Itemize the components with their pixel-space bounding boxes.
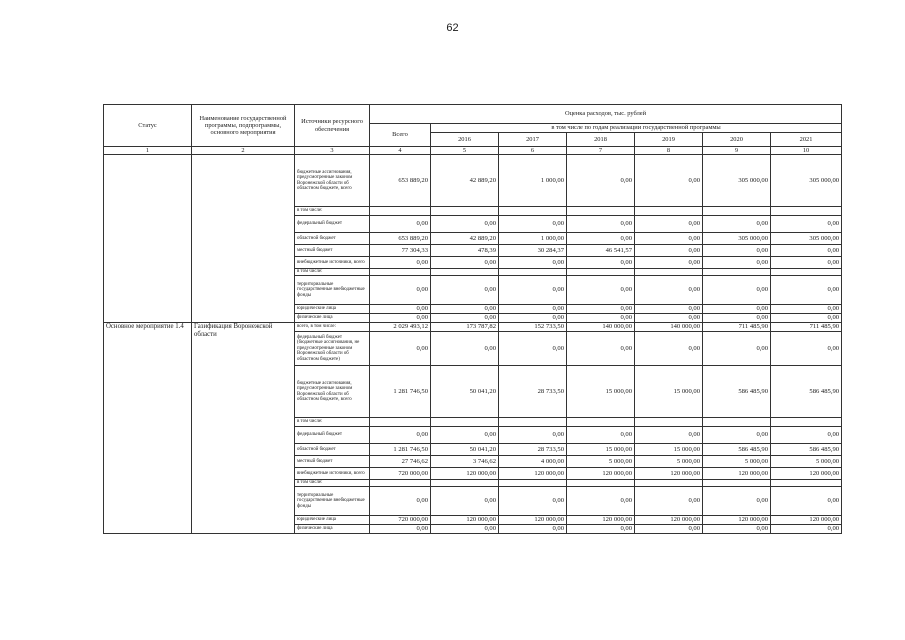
value-cell [635,480,703,487]
value-cell: 0,00 [771,487,842,516]
column-number: 7 [567,147,635,155]
column-number: 4 [370,147,431,155]
value-cell: 120 000,00 [703,468,771,480]
value-cell: 0,00 [703,525,771,534]
source-cell: в том числе: [295,480,370,487]
source-cell: бюджетные ассигнования, предусмотренные законом Воронежской области об областном бюджете, всего [295,366,370,418]
source-cell: федеральный бюджет (бюджетные ассигнования, не предусмотренные законом Воронежской области об областном бюджете) [295,332,370,366]
value-cell: 0,00 [370,314,431,323]
value-cell [703,480,771,487]
source-cell: областной бюджет [295,444,370,456]
value-cell: 0,00 [370,525,431,534]
value-cell: 305 000,00 [703,155,771,207]
value-cell [499,269,567,276]
value-cell: 77 304,33 [370,245,431,257]
value-cell [370,480,431,487]
value-cell: 30 284,37 [499,245,567,257]
value-cell [635,418,703,427]
value-cell: 28 733,50 [499,366,567,418]
value-cell: 15 000,00 [635,444,703,456]
header-year: 2018 [567,133,635,147]
header-year: 2016 [431,133,499,147]
value-cell: 120 000,00 [771,516,842,525]
value-cell: 0,00 [499,487,567,516]
value-cell: 1 000,00 [499,233,567,245]
value-cell: 50 041,20 [431,444,499,456]
value-cell: 0,00 [370,427,431,444]
value-cell: 120 000,00 [499,468,567,480]
value-cell: 1 281 746,50 [370,366,431,418]
value-cell: 0,00 [771,216,842,233]
status-cell [104,155,192,323]
value-cell: 0,00 [771,276,842,305]
value-cell: 4 000,00 [499,456,567,468]
value-cell: 0,00 [703,257,771,269]
value-cell: 478,39 [431,245,499,257]
value-cell: 0,00 [635,525,703,534]
source-cell: местный бюджет [295,456,370,468]
column-number: 3 [295,147,370,155]
column-number: 2 [192,147,295,155]
value-cell: 0,00 [703,314,771,323]
value-cell: 0,00 [771,332,842,366]
header-sources: Источники ресурсного обеспечения [295,105,370,147]
value-cell: 0,00 [431,276,499,305]
value-cell: 653 889,20 [370,155,431,207]
value-cell: 120 000,00 [771,468,842,480]
value-cell: 0,00 [431,257,499,269]
value-cell: 3 746,62 [431,456,499,468]
value-cell: 0,00 [703,245,771,257]
value-cell: 586 485,90 [703,366,771,418]
value-cell: 305 000,00 [703,233,771,245]
value-cell [499,207,567,216]
value-cell: 120 000,00 [431,468,499,480]
header-cost: Оценка расходов, тыс. рублей [370,105,842,124]
header-year: 2019 [635,133,703,147]
value-cell [567,418,635,427]
value-cell: 0,00 [703,305,771,314]
value-cell: 46 541,57 [567,245,635,257]
column-number: 8 [635,147,703,155]
value-cell: 0,00 [771,427,842,444]
source-cell: федеральный бюджет [295,427,370,444]
value-cell: 586 485,90 [771,444,842,456]
value-cell: 0,00 [499,427,567,444]
value-cell [370,418,431,427]
value-cell: 0,00 [567,305,635,314]
value-cell: 0,00 [370,487,431,516]
value-cell: 120 000,00 [567,468,635,480]
value-cell: 0,00 [499,216,567,233]
value-cell: 5 000,00 [703,456,771,468]
source-cell: всего, в том числе: [295,323,370,332]
column-number: 10 [771,147,842,155]
value-cell: 0,00 [771,305,842,314]
value-cell [703,418,771,427]
value-cell: 711 485,90 [771,323,842,332]
value-cell: 0,00 [703,216,771,233]
value-cell: 0,00 [567,233,635,245]
value-cell [635,207,703,216]
value-cell: 27 746,62 [370,456,431,468]
value-cell [567,269,635,276]
value-cell: 0,00 [703,276,771,305]
value-cell: 0,00 [703,427,771,444]
value-cell: 140 000,00 [635,323,703,332]
value-cell: 1 281 746,50 [370,444,431,456]
value-cell: 0,00 [567,314,635,323]
value-cell: 0,00 [499,276,567,305]
value-cell: 28 733,50 [499,444,567,456]
value-cell: 0,00 [567,487,635,516]
value-cell: 305 000,00 [771,233,842,245]
source-cell: юридические лица [295,305,370,314]
table-row [104,155,842,207]
value-cell [431,207,499,216]
value-cell: 0,00 [431,487,499,516]
header-year: 2017 [499,133,567,147]
value-cell: 0,00 [635,257,703,269]
value-cell [370,207,431,216]
value-cell: 0,00 [499,525,567,534]
value-cell [567,207,635,216]
value-cell: 0,00 [431,332,499,366]
value-cell: 0,00 [635,427,703,444]
value-cell: 0,00 [567,257,635,269]
value-cell: 0,00 [567,155,635,207]
source-cell: областной бюджет [295,233,370,245]
value-cell: 0,00 [567,216,635,233]
value-cell: 42 889,20 [431,233,499,245]
value-cell: 0,00 [370,257,431,269]
value-cell [567,480,635,487]
value-cell [499,480,567,487]
value-cell: 120 000,00 [635,516,703,525]
value-cell: 0,00 [635,155,703,207]
source-cell: в том числе: [295,418,370,427]
value-cell: 120 000,00 [567,516,635,525]
value-cell [703,269,771,276]
value-cell [771,269,842,276]
value-cell: 0,00 [431,427,499,444]
value-cell: 152 733,50 [499,323,567,332]
value-cell: 0,00 [499,332,567,366]
value-cell: 0,00 [567,427,635,444]
source-cell: территориальные государственные внебюджетные фонды [295,487,370,516]
value-cell: 0,00 [771,245,842,257]
header-total: Всего [370,124,431,147]
value-cell: 0,00 [499,305,567,314]
value-cell: 0,00 [635,276,703,305]
value-cell: 0,00 [567,525,635,534]
value-cell: 0,00 [370,216,431,233]
header-by-years: в том числе по годам реализации государственной программы [431,124,842,133]
value-cell: 0,00 [771,257,842,269]
table-body [104,155,842,534]
value-cell: 0,00 [635,314,703,323]
value-cell: 1 000,00 [499,155,567,207]
value-cell: 0,00 [431,216,499,233]
header-name: Наименование государственной программы, подпрограммы, основного мероприятия [192,105,295,147]
value-cell [431,480,499,487]
value-cell: 0,00 [567,332,635,366]
source-cell: внебюджетные источники, всего [295,468,370,480]
source-cell: территориальные государственные внебюджетные фонды [295,276,370,305]
value-cell [635,269,703,276]
value-cell: 5 000,00 [567,456,635,468]
source-cell: внебюджетные источники, всего [295,257,370,269]
value-cell: 0,00 [635,216,703,233]
value-cell: 50 041,20 [431,366,499,418]
value-cell: 15 000,00 [567,366,635,418]
name-cell: Газификация Воронежской области [192,323,295,534]
value-cell: 140 000,00 [567,323,635,332]
value-cell [771,207,842,216]
value-cell: 586 485,90 [703,444,771,456]
value-cell: 0,00 [499,257,567,269]
column-number: 1 [104,147,192,155]
value-cell: 0,00 [431,314,499,323]
value-cell: 653 889,20 [370,233,431,245]
column-numbers-row [104,147,842,155]
value-cell: 5 000,00 [771,456,842,468]
source-cell: федеральный бюджет [295,216,370,233]
value-cell: 42 889,20 [431,155,499,207]
value-cell: 2 029 493,12 [370,323,431,332]
source-cell: физические лица [295,314,370,323]
value-cell [771,480,842,487]
value-cell: 0,00 [635,233,703,245]
source-cell: в том числе: [295,269,370,276]
value-cell [370,269,431,276]
value-cell: 120 000,00 [635,468,703,480]
status-cell: Основное мероприятие 1.4 [104,323,192,534]
value-cell: 586 485,90 [771,366,842,418]
value-cell: 0,00 [635,245,703,257]
value-cell: 0,00 [703,487,771,516]
value-cell: 0,00 [771,314,842,323]
page-number: 62 [446,22,459,34]
value-cell: 0,00 [635,305,703,314]
value-cell: 0,00 [499,314,567,323]
value-cell: 15 000,00 [567,444,635,456]
value-cell: 0,00 [635,487,703,516]
table-row [104,323,842,332]
column-number: 5 [431,147,499,155]
source-cell: физические лица [295,525,370,534]
header-status: Статус [104,105,192,147]
column-number: 6 [499,147,567,155]
header-year: 2020 [703,133,771,147]
value-cell: 173 787,82 [431,323,499,332]
value-cell: 0,00 [431,305,499,314]
source-cell: местный бюджет [295,245,370,257]
value-cell [431,269,499,276]
value-cell: 120 000,00 [431,516,499,525]
table-header [104,105,842,155]
value-cell: 15 000,00 [635,366,703,418]
value-cell: 0,00 [370,305,431,314]
expenses-table [103,104,842,534]
source-cell: юридические лица [295,516,370,525]
name-cell [192,155,295,323]
value-cell: 0,00 [431,525,499,534]
value-cell: 0,00 [635,332,703,366]
value-cell [431,418,499,427]
source-cell: бюджетные ассигнования, предусмотренные законом Воронежской области об областном бюджете, всего [295,155,370,207]
value-cell: 0,00 [370,332,431,366]
value-cell: 305 000,00 [771,155,842,207]
value-cell: 0,00 [771,525,842,534]
value-cell [771,418,842,427]
header-year: 2021 [771,133,842,147]
value-cell: 0,00 [567,276,635,305]
value-cell: 5 000,00 [635,456,703,468]
value-cell: 120 000,00 [703,516,771,525]
value-cell [703,207,771,216]
value-cell: 0,00 [370,276,431,305]
source-cell: в том числе: [295,207,370,216]
value-cell: 720 000,00 [370,516,431,525]
value-cell: 0,00 [703,332,771,366]
value-cell [499,418,567,427]
column-number: 9 [703,147,771,155]
value-cell: 711 485,90 [703,323,771,332]
value-cell: 720 000,00 [370,468,431,480]
value-cell: 120 000,00 [499,516,567,525]
